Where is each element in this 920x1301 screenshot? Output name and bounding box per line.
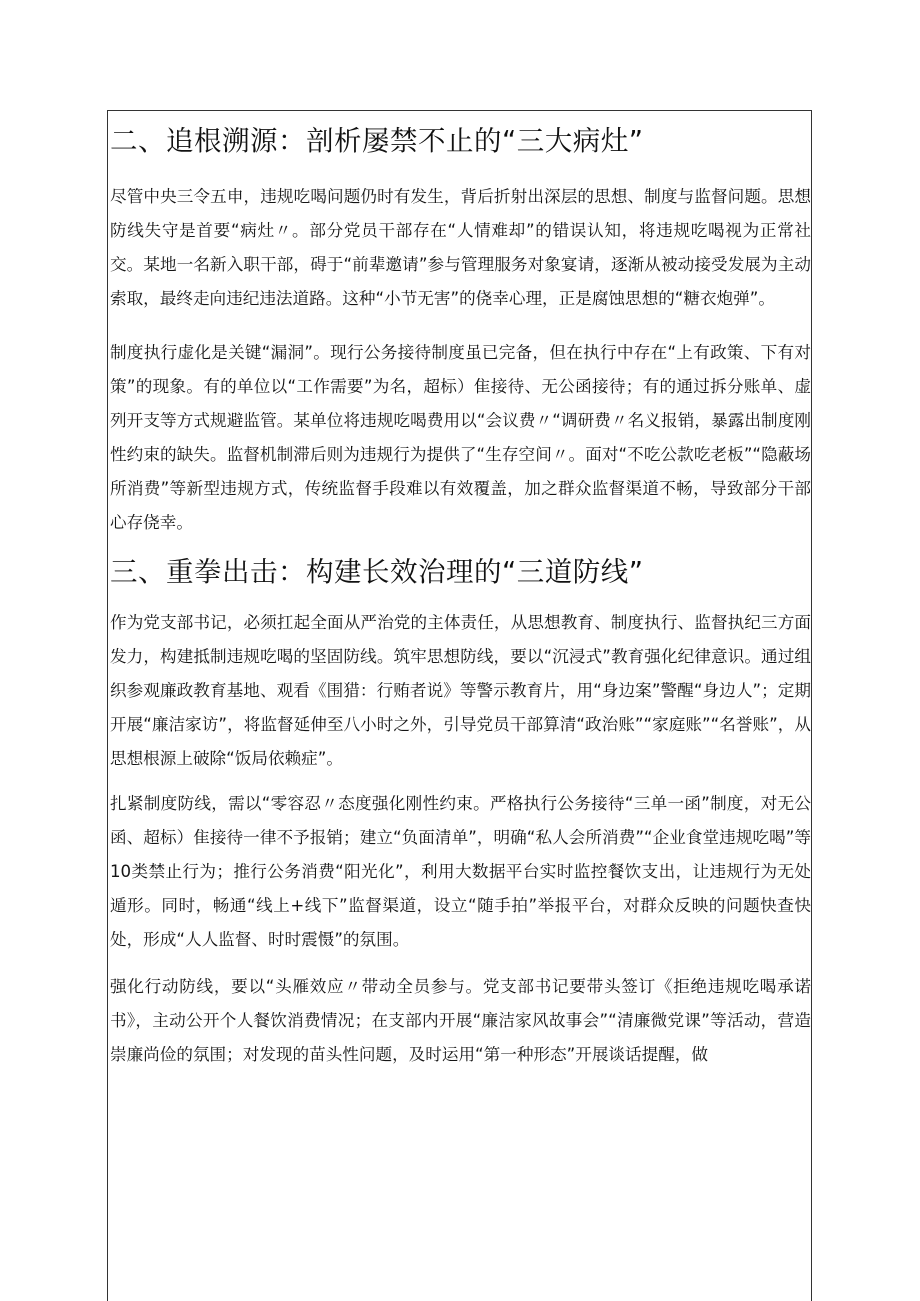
section-2-paragraph-2: 制度执行虚化是关键“漏洞”。现行公务接待制度虽已完备，但在执行中存在“上有政策、下有对策”的现象。有的单位以“工作需要”为名，超标）隹接待、无公函接待；有的通过拆分账单、虚列开支等方式规避监管。某单位将违规吃喝费用以“会议费〃“调研费〃名义报销，暴露出制度刚性约束的缺失。监督机制滞后则为违规行为提供了“生存空间〃。面对“不吃公款吃老板”“隐蔽场所消费”等新型违规方式，传统监督手段难以有效覆盖，加之群众监督渠道不畅，导致部分干部心存侥幸。 <box>110 343 811 532</box>
section-3-paragraph-2: 扎紧制度防线，需以“零容忍〃态度强化刚性约束。严格执行公务接待“三单一函”制度，对无公函、超标）隹接待一律不予报销；建立“负面清单”，明确“私人会所消费”“企业食堂违规吃喝”等10类禁止行为；推行公务消费“阳光化”，利用大数据平台实时监控餐饮支出，让违规行为无处遁形。同时，畅通“线上+线下”监督渠道，设立“随手拍”举报平台，对群众反映的问题快查快处，形成“人人监督、时时震慑”的氛围。 <box>110 794 811 949</box>
section-2-paragraph-1: 尽管中央三令五申，违规吃喝问题仍时有发生，背后折射出深层的思想、制度与监督问题。思想防线失守是首要“病灶〃。部分党员干部存在“人情难却”的错误认知，将违规吃喝视为正常社交。某地一名新入职干部，碍于“前辈邀请”参与管理服务对象宴请，逐渐从被动接受发展为主动索取，最终走向违纪违法道路。这种“小节无害”的侥幸心理，正是腐蚀思想的“糖衣炮弹”。 <box>110 187 811 308</box>
document-body <box>110 110 811 1072</box>
section-3-paragraph-1: 作为党支部书记，必须扛起全面从严治党的主体责任，从思想教育、制度执行、监督执纪三方面发力，构建抵制违规吃喝的坚固防线。筑牢思想防线，要以“沉浸式”教育强化纪律意识。通过组织参观廉政教育基地、观看《围猎：行贿者说》等警示教育片，用“身边案”警醒“身边人”；定期开展“廉洁家访”，将监督延伸至八小时之外，引导党员干部算清“政治账”“家庭账”“名誉账”，从思想根源上破除“饭局依赖症”。 <box>110 613 811 768</box>
section-3-paragraph-3: 强化行动防线，要以“头雁效应〃带动全员参与。党支部书记要带头签订《拒绝违规吃喝承诺书》，主动公开个人餐饮消费情况；在支部内开展“廉洁家风故事会”“清廉微党课”等活动，营造崇廉尚俭的氛围；对发现的苗头性问题，及时运用“第一种形态”开展谈话提醒，做 <box>110 977 811 1064</box>
section-3-heading: 三、重拳出击：构建长效治理的“三道防线” <box>110 556 644 588</box>
section-2-heading: 二、追根溯源：剖析屡禁不止的“三大病灶” <box>110 125 644 157</box>
